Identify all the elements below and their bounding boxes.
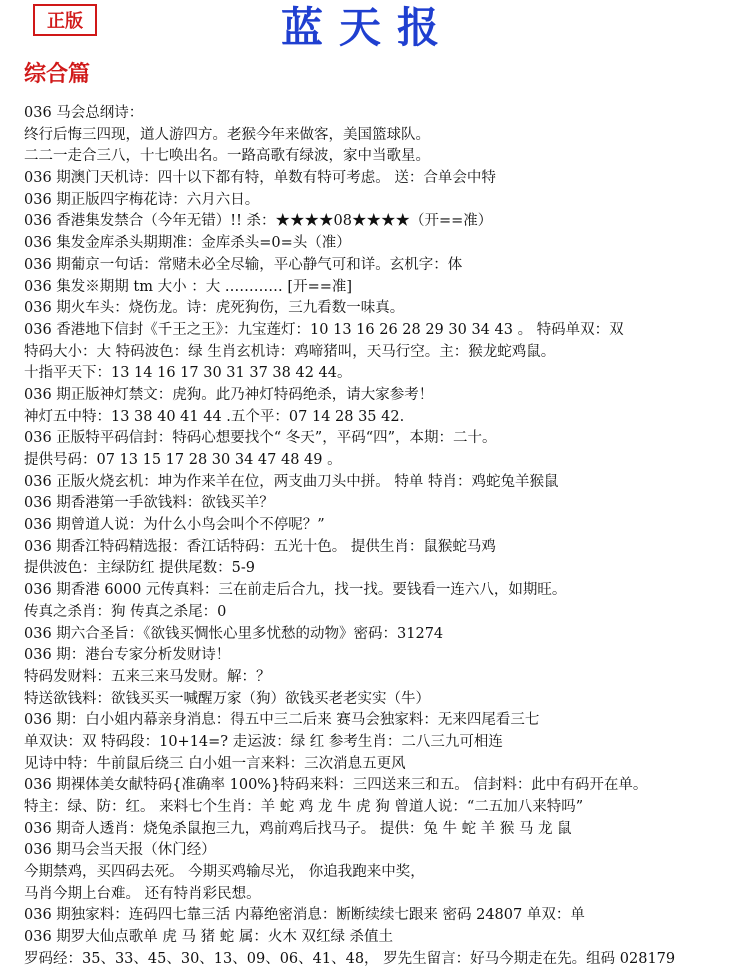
text-line: 见诗中特：牛前鼠后绕三 白小姐一言来料：三次消息五更风 (24, 755, 406, 772)
text-line: 036 期正版四字梅花诗：六月六日。 (24, 191, 260, 208)
text-line: 036 期香港 6000 元传真料：三在前走后合九，找一找。要钱看一连六八，如期旺。 (24, 582, 567, 599)
text-line: 终行后悔三四现，道人游四方。老猴今年来做客，美国篮球队。 (24, 126, 430, 143)
text-line: 传真之杀肖：狗 传真之杀尾：0 (24, 603, 227, 620)
text-line: 036 马会总纲诗： (24, 105, 144, 121)
text-line: 特码发财料：五来三来马发财。解：？ (24, 668, 271, 685)
text-line: 036 期澳门天机诗：四十以下都有特，单数有特可考虑。 送：合单会中特 (24, 170, 496, 187)
text-line: 036 期香江特码精选报：香江话特码：五光十色。 提供生肖：鼠猴蛇马鸡 (24, 538, 496, 555)
text-line: 提供号码：07 13 15 17 28 30 34 47 48 49 。 (24, 452, 342, 468)
newspaper-title: 蓝天报 (280, 3, 455, 52)
text-line: 036 期奇人透肖：烧兔杀鼠抱三九，鸡前鸡后找马子。 提供：兔 牛 蛇 羊 猴 马 龙 鼠 (24, 820, 572, 837)
text-line: 特码大小：大 特码波色：绿 生肖玄机诗：鸡啼猪叫，天马行空。主：猴龙蛇鸡鼠。 (24, 343, 556, 360)
text-line: 036 期葡京一句话：常赌未必全尽输，平心静气可和详。玄机字：体 (24, 256, 463, 273)
text-line: 036 正版特平码信封：特码心想要找个“ 冬天”，平码“四”，本期：二十。 (24, 430, 497, 447)
text-line: 特主：绿、防：红。 来料七个生肖：羊 蛇 鸡 龙 牛 虎 狗 曾道人说：“二五加八来特吗” (24, 799, 584, 815)
text-line: 036 期正版神灯禁文：虎狗。此乃神灯特码绝杀，请大家参考！ (24, 386, 434, 403)
edition-stamp: 正版 (33, 4, 97, 36)
text-line: 036 期曾道人说：为什么小鸟会叫个不停呢？” (24, 517, 325, 534)
text-line: 今期禁鸡，买四码去死。 今期买鸡输尽光， 你追我跑来中奖， (24, 864, 425, 881)
text-line: 特送欲钱料：欲钱买买一喊醒万家（狗）欲钱买老老实实（牛） (24, 690, 430, 707)
text-line: 036 期独家料：连码四七靠三活 内幕绝密消息：断断续续七跟来 密码 24807 单双：单 (24, 907, 585, 924)
section-heading: 综合篇 (24, 62, 91, 87)
text-line: 036 期：白小姐内幕亲身消息：得五中三二后来 赛马会独家料：无来四尾看三七 (24, 712, 540, 729)
text-line: 提供波色：主绿防红 提供尾数：5-9 (24, 560, 255, 577)
text-line: 036 期火车头：烧伤龙。诗：虎死狗伤，三九看数一味真。 (24, 300, 405, 317)
content-body (24, 103, 724, 971)
text-line: 036 期六合圣旨：《欲钱买惆怅心里多忧愁的动物》密码：31274 (24, 625, 444, 642)
text-line: 036 香港集发禁合（今年无错）!! 杀：★★★★08★★★★（开==准） (24, 213, 493, 230)
text-line: 罗码经：35、33、45、30、13、09、06、41、48， 罗先生留言：好马今期走在先。组码 028179 (24, 950, 676, 967)
text-line: 神灯五中特：13 38 40 41 44 .五个平：07 14 28 35 42. (24, 408, 405, 425)
text-line: 036 正版火烧玄机：坤为作来羊在位，两支曲刀头中拼。 特单 特肖：鸡蛇兔羊猴鼠 (24, 473, 559, 490)
text-line: 036 集发※期期 tm 大小 ：大 ………… [开==准] (24, 278, 353, 295)
text-line: 单双诀：双 特码段：10+14=? 走运波：绿 红 参考生肖：二八三九可相连 (24, 733, 503, 750)
text-line: 036 集发金库杀头期期准：金库杀头=0=头（准） (24, 235, 351, 252)
text-line: 马肖今期上台难。 还有特肖彩民想。 (24, 885, 261, 902)
text-line: 036 期：港台专家分析发财诗！ (24, 647, 231, 664)
text-line: 十指平天下：13 14 16 17 30 31 37 38 42 44。 (24, 365, 352, 382)
text-line: 036 期裸体美女献特码{准确率 100%}特码来料：三四送来三和五。 信封料：此中有码开在单。 (24, 777, 648, 794)
text-line: 036 期马会当天报（休门经） (24, 842, 216, 859)
text-line: 036 期香港第一手欲钱料：欲钱买羊？ (24, 495, 274, 512)
text-line: 036 期罗大仙点歌单 虎 马 猪 蛇 属：火木 双红绿 杀值土 (24, 929, 394, 946)
text-line: 二二一走合三八，十七唤出名。一路高歌有绿波，家中当歌星。 (24, 148, 430, 165)
text-line: 036 香港地下信封《千王之王》：九宝莲灯：10 13 16 26 28 29 30 34 43 。 特码单双：双 (24, 321, 624, 338)
